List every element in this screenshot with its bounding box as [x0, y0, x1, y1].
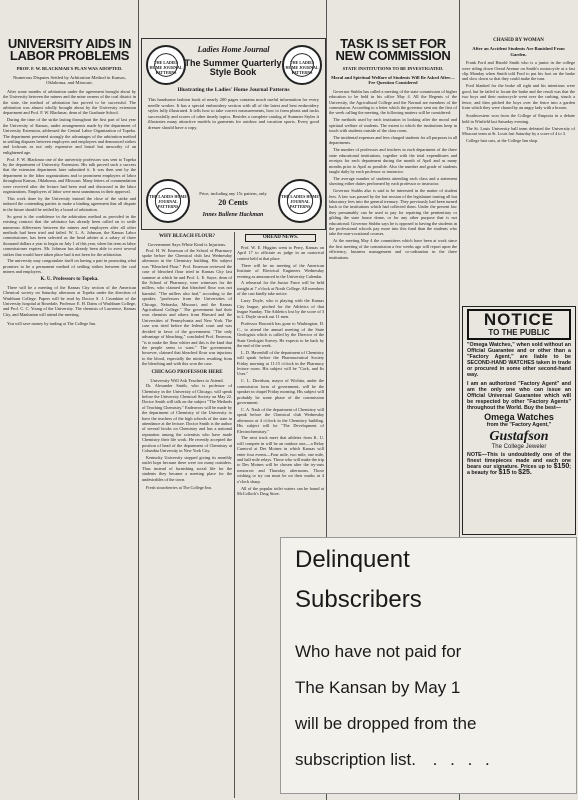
delinquent-dots: . . . .: [432, 750, 494, 769]
headline-new-commission: TASK IS SET FOR NEW COMMISSION: [335, 36, 451, 63]
chicago-heading: CHICAGO PROFESSOR HERE: [151, 369, 223, 375]
notice-body-1: "Omega Watches," when sold without an Official Guarantee and or other than a "Factory Agent," are liable to be SECOND-HAND WATCHES taken in trade or procured in some other second-hand way.: [467, 342, 571, 379]
paragraph: Southwestern won from the College of Emporia in a debate held in Winfield last Saturday evening.: [462, 113, 575, 124]
omega-notice-ad: [462, 306, 576, 535]
paragraph: The average number of students attending each class and a statement showing either duties performed by each professor or instructor.: [329, 175, 457, 187]
delinquent-line-3: will be dropped from the: [295, 714, 477, 733]
paragraph: Larry Doyle, who is playing with the Kansas City league, pitched for the Athletics of that league Sunday. The Athletics lost by the score of 3 to 2. Doyle struck out 11 men.: [237, 298, 324, 320]
column-rule: [138, 0, 139, 800]
ad-body: This handsome fashion book of nearly 200 pages contains much useful information for every needle worker. It has a special embroidery section with all of the latest and best embroidery styles fully illustrated. It tells how to take correct measurements, how to form pleats and tucks successfully and scores of other timely topics. Besides a complete catalog of Summer Styles it illustrates many attractive models in garments for outdoor and vacation sports. Every good dresser should have a copy.: [148, 97, 319, 130]
notice-jeweler-name: Gustafson: [489, 429, 549, 445]
ad-brand-top: Ladies Home Journal: [197, 45, 270, 54]
paragraph: The incidental expenses and fees charged students for all purposes in all departments.: [329, 135, 457, 146]
column-bleach-flour: [142, 232, 232, 797]
delinquent-title: Delinquent: [295, 546, 410, 573]
chased-heading: CHASED BY WOMAN: [493, 38, 544, 43]
ad-price-line: Price, including any 15c pattern, only: [199, 191, 267, 196]
paragraph: Prof. W. E. Higgins went to Perry, Kansas on April 17 to officiate as judge in an oratorical contest held at that place.: [237, 245, 324, 261]
notice-header: [467, 309, 571, 340]
delinquent-title-2: Subscribers: [295, 586, 422, 613]
notice-factory: from the "Factory Agent,": [486, 422, 552, 429]
delinquent-line-1: Who have not paid for: [295, 642, 462, 661]
column-chased-by-woman: [462, 0, 575, 302]
paragraph: Professor Haworth has gone to Washington, D. C., to attend the annual meeting of the State Geologists which is called by the Director of the State Geologist Survey. He expects to be back by the end of the week.: [237, 321, 324, 348]
chicago-subhead: University Will Ask Teachers to Attend.: [150, 377, 224, 383]
ad-subtitle: Illustrating the Ladies' Home Journal Patterns: [177, 87, 290, 93]
delinquent-line-4: subscription list. . . . .: [295, 750, 494, 769]
paragraph: During the time of the strike lasting throughout the first part of last year the University of Kansas, under arrangements made by the department of University Extension, addressed the Central Labor Organization of Topeka. The department presented strongly the advantages of the arbitration method in settling disputes between employers and employees and denounced strikes and lockouts as not only expensive and brutal but unworthy of an enlightened age.: [3, 117, 136, 155]
paragraph: C. L. Davidson, mayor of Wichita, under the commission form of government, will be the speaker in chapel Friday morning. His subject will probably be some phase of the commission government.: [237, 378, 324, 405]
paragraph: So great is the confidence in the arbitration method as provided in the existing contract that the arbitrator has already been called on to settle numerous differences between the miners and employees after all other methods had been tried and failed. W. L. A. Johnson, the Kansas Labor commissioner, has been selected as the head arbiter at a salary of three thousand dollars a year to begin on July 1 of this year, when his term as labor commissioner expires. Mr. Johnson has already been able to avert several strikes that would have taken place had it not been for the arbitration.: [3, 213, 136, 257]
notice-title: NOTICE: [483, 310, 555, 329]
paragraph: After some months of arbitration under the agreement brought about by the University between the miners and the mine owners of the coal district in the state, the method of arbitration has proved to be successful. The arbitration was almost wholly brought about by the University extension department and Prof. F. W. Blackmar, dean of the Graduate School.: [3, 88, 136, 116]
notice-price-mid: $15: [498, 469, 511, 477]
journal-seal-icon: THE LADIES HOME JOURNAL PATTERNS: [146, 45, 186, 85]
notice-body-3: NOTE—This is undoubtedly one of the finest timepieces made and each one bears our signature. Prices up to $150; a beauty for $15 to $25.: [467, 452, 571, 477]
paragraph: Prof. F. W. Blackmar one of the university professors was sent to Topeka by the department of University Extension. His talk proved such a success that the extension department later submitted it. It was then sent by the department to the labor organizations and to prominent employers of labor throughout Kansas, Oklahoma, and Missouri. Many letters of commendation were received after the lecture had been read and discussed in the labor organizations. Employers of labor were most unanimous in their approval.: [3, 156, 136, 195]
paragraph: Prof. H. W. Emerson of the School of Pharmacy spoke before the Chemical club last Wednesday afternoon in the Chemistry building. His subject was "Bleached Flour." Prof. Emerson reviewed the case of bleached flour tried in Kansas City last summer at which he and Prof. L. E. Sayre, dean of the School of Pharmacy, were witnesses for the millers, who claimed that bleached flour was not harmful. "The millers also had," according to the speaker, "professors from the Universities of Chicago, Nebraska, Missouri, and the Kansas Agricultural College." The government had their own chemists and others from Harvard and the Universities of Pennsylvania and New York. The case was tried before the federal court and was decided in favor of the government. "The only advantage of bleaching," concluded Prof. Emerson, "is to make the flour whiter and this is the kind that the people seem to want." The government, however, claimed that bleached flour was injurious to the blood, especially the nitrites resulting from the bleaching and with this won the case.: [142, 247, 232, 367]
ad-brand-bottom: Innes Bullene Hackman: [202, 212, 264, 218]
notice-jeweler-role: The College Jeweler: [491, 444, 547, 451]
subhead-institutions: STATE INSTITUTIONS TO BE INVESTIGATED.: [342, 66, 444, 71]
paragraph: The St. Louis University ball team defeated the University of Missouri team at St. Louis last Saturday by a score of 4 to 3.: [462, 125, 575, 137]
paragraph: All of the popular toilet waters can be found at McColloch's Drug Store.: [237, 485, 324, 496]
paragraph: The methods used by each institution in looking after the moral and spiritual welfare of students. The extent to which the institutions keep in touch with students outside of the class room.: [329, 117, 457, 134]
paragraph: There will be a meeting of the Kansas City section of the American Chemical society on Saturday afternoon at Topeka under the direction of Washburn College. Papers will be read by Doctor S. J. Crumbine of the University hospital at Rosedale, Professor E. H. Dains of Washburn College, and Prof. C. C. Young of the University. The chemists of Lawrence, Kansas City, and Manhattan will attend the meeting.: [3, 284, 136, 317]
journal-seal-icon: THE LADIES HOME JOURNAL PATTERNS: [146, 179, 190, 223]
paragraph: Kentucky University stopped giving its monthly outlet hops because there were too many outsiders. Thus instead of furnishing social life for the students they became a meeting place for the undesirables of the town.: [142, 454, 232, 482]
paragraph: This work done by the University instead the close of the strike and induced the contending parties to make a binding agreement that all dispute in the future should be settled by a board of arbitration.: [3, 196, 136, 212]
paragraph: Governor Stubbs also is said to be interested in the matter of student fees. A law was passed by the last session of the legislature turning all but laboratory fees into the general treasury. They previously had been turned back to the institutions which had collected them. Under the present law they presumably can be used to pay for repairing the penitentiary or gilding the state house dome, or for any other purpose that is not educational. Governor Stubbs says he is opposed to having the students in the professional schools pay more into this fund than the students who take the non-vocational courses.: [329, 188, 457, 237]
chased-subhead: After an Accident Students Are Banished From Garden.: [472, 46, 565, 57]
ad-title: The Summer Quarterly Style Book: [184, 58, 282, 77]
style-book-ad: [141, 38, 326, 230]
ad-price: 20 Cents: [218, 198, 248, 207]
paragraph: L. D. Havenhill of the department of Chemistry will speak before the Pharmaceutical Society Friday morning at 11:15 o'clock in the Pharmacy lecture room. His subject will be "Cork, and Its Uses.": [237, 349, 324, 377]
notice-body-2: I am an authorized "Factory Agent" and am the only one who can issue an Official Universal Guarantee which will be respected by other "Factory Agents" throughout the World. Buy the best—: [467, 380, 571, 411]
paragraph: C. A. Nash of the department of Chemistry will speak before the Chemical club Wednesday afternoon at 4 o'clock in the Chemistry building. His subject will be "The Development of Electrochemistry.": [237, 406, 324, 434]
paragraph: Governor Stubbs has called a meeting of the state commission of higher education to be held in his office May 4. All the Regents of the University, the Agricultural College and the Normal are members of the commission. According to a letter which the governor sent out the first of the week calling the meeting, the following matters will be considered:: [329, 88, 457, 116]
topeka-heading: K. U. Professors to Topeka.: [40, 276, 99, 282]
subhead-disputes: Numerous Disputes Settled by Arbitration Method in Kansas, Oklahoma, and Missouri.: [12, 74, 127, 86]
notice-omega: Omega Watches: [484, 412, 554, 423]
paragraph: The next track meet that athletes from K. U. will compete in will be an outdoor one,—a Relay Carnival at Des Moines in which Kansas will enter four events—Four mile, two mile, one mile, and half mile relays. Those who will make the trip to Des Moines will be chosen after the try-outs tomorrow and Thursday afternoons. Those wishing to try out must be on their marks at 4 o'clock sharp.: [237, 435, 324, 484]
delinquent-subscribers-ad: [280, 537, 577, 794]
paragraph: Frank Ford and Harold Smith who is a junior in the college were riding down Oread Avenue on Smith's motorcycle at a fast clip Monday when Smith told Ford to put his foot on the brake and slow down so that they could make the turn.: [462, 60, 575, 82]
subhead-welfare: Moral and Spiritual Welfare of Students Will Be Asked After—Fee Question Considered: [331, 74, 455, 86]
column-university-aids: [3, 0, 136, 798]
paragraph: Dr. Alexander Smith, who is professor of Chemistry in the University of Chicago, will speak before the University Chemical Society on May 22. Doctor Smith will talk on the subject "The Methods of Teaching Chemistry." Endeavors will be made by the department of Chemistry of the University to have the teachers of the high schools of the state in attendance at the lecture. Doctor Smith is the author of several books on Chemistry and has a national reputation among the scientists who have made Chemistry their life work. He recently accepted the position of head of the department of Chemistry at Columbia University in New York City.: [142, 383, 232, 453]
paragraph: The university may congratulate itself on having a part in promoting what promises to be a permanent method of settling strikes between the coal miners and employers.: [3, 258, 136, 275]
column-rule: [234, 232, 235, 798]
paragraph: Ford blanked for the brake all right and his intentions were good, but he failed to locate the brake and the result was that the two boys and their motorcycle went over the curbing, struck a fence, and then pitched the boys over the fence into a garden from which they were chased by an angry lady with a broom.: [462, 83, 575, 110]
flour-heading: WHY BLEACH FLOUR?: [159, 234, 215, 239]
closing-note: You will save money by trading at The College Inn.: [7, 321, 96, 327]
paragraph: There will be no meeting of the American Institute of Electrical Engineers Wednesday evening as announced in the University Calendar.: [237, 262, 324, 279]
column-new-commission: [329, 0, 457, 532]
paragraph: The number of professors and teachers in each department of the three state educational institutions, together with the total expenditures and receipts for each department during the month of April and as many months prior to April as possible. Also the number and grade of students taught daily by each professor or instructor.: [329, 147, 457, 174]
journal-seal-icon: THE LADIES HOME JOURNAL PATTERNS: [278, 179, 322, 223]
headline-university-aids: UNIVERSITY AIDS IN LABOR PROBLEMS: [7, 36, 132, 63]
paragraph: College hair cuts, at the College Inn shop.: [466, 137, 539, 143]
notice-price-low: $25.: [518, 469, 532, 477]
paragraph: A rehearsal for the Junior Farce will be held tonight at 7 o'clock at North College. All members of the cast kindly take notice.: [237, 280, 324, 297]
subhead-blackmar: PROF. F. W. BLACKMAR'S PLAN WAS ADOPTED.: [16, 66, 123, 71]
notice-subtitle: TO THE PUBLIC: [488, 328, 550, 337]
oread-heading: OREAD NEWS.: [245, 234, 316, 242]
journal-seal-icon: THE LADIES HOME JOURNAL PATTERNS: [282, 45, 322, 85]
paragraph: At the meeting May 4 the committees which have been at work since the first meeting of the commission a few weeks ago will report upon the efficiency, business management and co-ordination in the three institutions.: [329, 238, 457, 260]
delinquent-line-2: The Kansan by May 1: [295, 678, 461, 697]
notice-price-high: $150: [553, 463, 570, 471]
closing-note: Fresh strawberries at The College Inn.: [146, 484, 212, 490]
flour-subhead: Government Says White Kind is Injurious.: [147, 242, 227, 247]
